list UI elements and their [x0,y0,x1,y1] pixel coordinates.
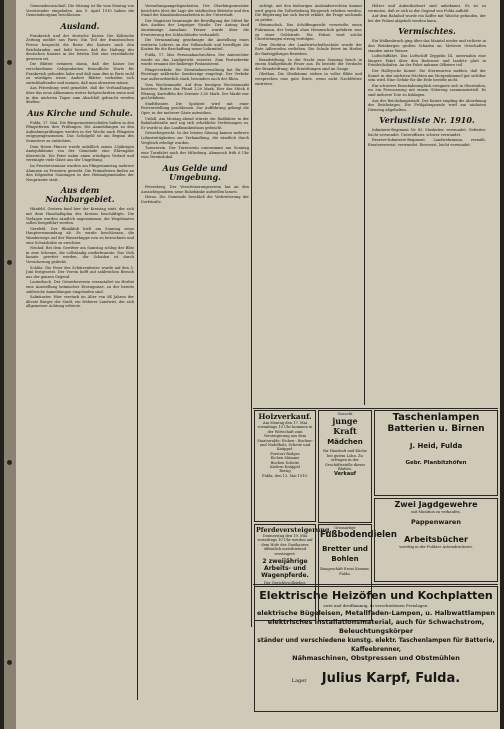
column-3 [255,4,362,409]
heading-ausland: Ausland. [60,20,100,31]
article-paragraph: Die Blätter erinnern daran, daß der Kaiser bei verschiedenen Gelegenheiten freundliche Worte für Frankreich gefunden habe und daß man dies in Paris wohl zu würdigen wisse. Andere Blätter verhalten sich zurückhaltender und meinen, daß man abwarten müsse. [26,62,134,85]
article-paragraph: Stadttheater. Die Spielzeit wird mit einer Festvorstellung geschlossen. Zur Aufführung gelangt die Oper, in der mehrere Gäste mitwirken. [141,101,249,116]
article-paragraph: Petersberg. Der Verschönerungsverein hat an den Aussichtspunkten neue Ruhebänke aufstellen lassen. [141,185,249,194]
article-paragraph: Im Priesterseminar wurden am Pfingstsamstag mehrere Alumnen zu Priestern geweiht. Die Primizfeiern finden an den folgenden Sonntagen in den Heimatgemeinden der Neupriester statt. [26,164,134,182]
heading-nachbargebiet: Aus dem Nachbargebiet. [45,185,115,205]
ad-body: Am Montag den 17. Mai vormittags 10 Uhr kommen in der Wirtschaft zum Versteigerung aus dem Staatswalde: Eichen-, Buchen- und Nadelholz, Scheite und Knüppel. [257,421,313,452]
article-paragraph: Turnverein. Der Turnverein unternimmt am Sonntag eine Turnfahrt nach der Milseburg. Abmarsch früh 6 Uhr vom Vereinslokal. [141,146,249,160]
ad-line: Reisig [279,469,291,474]
article-paragraph: Aus Petersburg wird gemeldet, daß die Verhandlungen über das neue Abkommen weiter fortgeschritten seien und in den nächsten Tagen zum Abschluß gebracht werden dürften. [26,86,134,105]
ad-line: Forstort Rodges [270,451,300,456]
article-paragraph: Gersfeld. Der Rhönklub hielt am Sonntag seine Hauptversammlung ab. Es wurde beschlossen, die Wanderwege auf der Wasserkuppe neu zu bezeichnen und eine Schutzhütte zu errichten. [26,226,134,245]
article-paragraph: Fulda, 17. Mai. Personalnachrichten. Der Amtsrichter wurde an das Landgericht versetzt. Zum Postsekretär wurde ernannt der bisherige Postassistent. [141,52,249,67]
ad-highlight: Bretter und Bohlen [322,545,368,564]
article-paragraph: Frankreich und der deutsche Kaiser. Die Kölnische Zeitung meldet aus Paris: Ein Teil der französischen Presse bespricht die Reise des Kaisers nach den Reichslanden und hebt hervor, daß die Haltung des deutschen Kaisers in der letzten Zeit eine versöhnliche gewesen sei. [26,33,134,61]
ad-rule [253,584,498,585]
article-paragraph: Obstbau. Die Obstbäume stehen in voller Blüte und versprechen eine gute Ernte, wenn nicht Nachtfröste eintreten. [255,72,362,86]
ad-pre: Grossartige [334,526,356,530]
ad-line: ständer und verschiedene kunstg. elektr. Taschenlampen für Batterie, Kaffeebrenner, [257,637,495,653]
binding-hole [7,260,12,265]
ad-title: Zwei Jagdgewehre [394,500,478,509]
article-paragraph: Dem Direktor der Landwirtschaftsschule wurde der Rote Adlerorden verliehen. Die Schule feiert im Herbst ihr fünfzigjähriges Bestehen. [255,42,362,56]
intro-text: Gemeindeausschuß. Die Sitzung ist für vom Montag von Vorsitzender eingeladen. Am 9. April 1910 haben die Gemeindeorgane beschlossen. [26,4,134,18]
article-paragraph: Die Versammlung genehmigte die Anstellung eines weiteren Lehrers an der Volksschule und bewilligte die Kosten für die Beschaffung neuer Lehrmittel. [141,38,249,52]
article-paragraph: Vom Wochenmarkt. Auf dem heutigen Wochenmarkt kosteten: Butter das Pfund 1,20 Mark, Eier das Stück 6 Pfennig, Kartoffeln der Zentner 3,50 Mark. Der Markt war gut befahren. [141,82,249,101]
article-paragraph: Salmünster. Hier verstarb im Alter von 84 Jahren der älteste Bürger der Stadt, ein früherer Landwirt, der sich allgemeiner Achtung erfreute. [26,295,134,309]
ad-body: Donnerstag den 19. Mai vormittags 10 Uhr werden auf dem Hofe des Gasthauses öffentlich meistbietend versteigert: [257,534,313,556]
article-paragraph: Reserve-Infanterie-Regiment. Landwehrmann, vermißt. Ersatzreservist, verwundet. Reservist, leicht verwundet. [368,138,486,148]
newspaper-page [4,0,500,729]
article-paragraph: Verwaltungsangelegenheiten. Der Oberbürgermeister berichtete über die Lage der städtischen Betriebe und den Stand der Kanalisationsarbeiten in der Unterstadt. [141,4,249,18]
heading-gelde-umgebung: Aus Gelde und Umgebung. [162,163,228,182]
ad-title: Holzverkauf. [258,412,312,421]
article-paragraph: Auf dem Bahnhof wurde ein Koffer mit Wäsche gefunden, der bei der Polizei abgeholt werden kann. [368,14,486,23]
article-paragraph: Brandstiftung. In der Nacht zum Sonntag brach in einem Stallgebäude Feuer aus. Es besteht der Verdacht der Brandstiftung; die Ermittlungen sind im Gange. [255,57,362,71]
article-paragraph: Hünfeld. Gestern fand hier der Kreistag statt, der sich mit dem Haushaltsplan des Kreises beschäftigte. Die Vorlagen wurden sämtlich angenommen, die Wegebauten sollen fortgeführt werden. [26,207,134,226]
ad-line: elektrische Bügeleisen, Metallfaden-Lampen, u. Halbwattlampen [257,609,495,617]
ad-tag: Lager [291,678,307,684]
article-paragraph: Der Magistrat beantragte die Bewilligung der Mittel für den Ausbau der Leipziger Straße. Der Antrag fand einstimmige Annahme. Ferner wurde über die Erweiterung des Schlachthofes verhandelt. [141,18,249,37]
ad-line: elektrisches Installationsmaterial, auch für Schwachstrom, Beleuchtungskörper [267,618,485,635]
ad-highlight: Pappenwaren [411,518,461,527]
column-1 [26,4,134,694]
binding-hole [7,460,12,465]
article-paragraph: Horas. Die Gemeinde beschloß die Verbreiterung der Dorfstraße. [141,195,249,204]
ad-footer: Julius Karpf, Fulda. [321,671,461,686]
ad-highlight: Mädchen [327,438,363,447]
heading-verlustliste: Verlustliste Nr. 1910. [379,115,475,126]
article-paragraph: Neuhof. Bei dem Gewitter am Samstag schlug der Blitz in eine Scheune, die vollständig niederbrannte. Das Vieh konnte gerettet werden, der Schaden ist durch Versicherung gedeckt. [26,246,134,264]
ad-footer: Fulda, den 13. Mai 1910. [262,473,308,478]
ad-body: für Haushalt und Küche bei gutem Lohn. Zu erfragen in der Geschäftsstelle dieses Blattes. [323,449,367,472]
ad-footer: Verkauf [334,471,356,478]
ad-line: zwei und dreiflammig, in verschiedenen Preislagen. [323,603,429,608]
article-paragraph: Lauterbach. Der Gewerbeverein veranstaltet im Herbst eine Ausstellung heimischer Erzeugnisse, zu der bereits zahlreiche Anmeldungen eingelaufen sind. [26,280,134,294]
binding-strip [4,0,16,729]
heading-kirche-schule: Aus Kirche und Schule. [27,107,133,118]
ad-rule [253,408,498,409]
ad-subtitle: Batterien u. Birnen [387,424,485,434]
binding-hole [7,60,12,65]
article-paragraph: Unfall. Am Montag abend stürzte ein Radfahrer in der Bahnhofstraße und zog sich erhebliche Verletzungen zu. Er wurde in das Landkrankenhaus gebracht. [141,116,249,130]
heading-vermischtes: Vermischtes. [398,26,456,37]
article-paragraph: Ein Wolkenbruch ging über das Maintal nieder und richtete in den Weinbergen großen Schaden an. Mehrere Ortschaften standen unter Wasser. [368,39,486,53]
article-paragraph: Fulda, 17. Mai. Die Bürgermeisterschulen halten in den Pfingstferien ihre Prüfungen. Die Anmeldungen zu den Aufnahmeprüfungen werden in der Woche nach Pfingsten entgegengenommen. Das Schulgeld ist am Beginn des Semesters zu entrichten. [26,120,134,144]
ad-taschenlampen [374,410,498,496]
article-paragraph: Pfingstverkehr. Die Eisenbahnverwaltung hat für die Feiertage zahlreiche Sonderzüge eingelegt. Der Verkehr war außerordentlich stark, besonders nach der Rhön. [141,67,249,81]
article-paragraph: Gewerbegericht. In der letzten Sitzung kamen mehrere Lohnstreitigkeiten zur Verhandlung, die sämtlich durch Vergleich erledigt wurden. [141,131,249,145]
article-paragraph: Aus der Reichshauptstadt. Der Kaiser empfing die Abordnung des Reichstages. Die Frühjahrsparade wird am nächsten Dienstag abgehalten. [368,98,486,112]
ad-title: junge Kraft [332,416,358,437]
column-rule [364,0,365,405]
ad-holzverkauf [254,410,316,522]
column-2 [141,4,249,631]
article-paragraph: Schlitz. Die Feier des Schützenfestes wurde auf den 5. Juni festgesetzt. Der Verein hofft auf zahlreichen Besuch aus der ganzen Gegend. [26,265,134,279]
ad-title: Fußbodendielen [320,530,397,541]
ad-junge-kraft [318,410,372,523]
ad-footer: Arbeitsbücher [404,535,468,545]
column-rule [251,0,252,627]
ad-jagdgewehre [374,498,498,582]
ad-body: mit Munition zu verkaufen. [411,510,461,514]
ad-highlight: 2 zweijährige Arbeits- und Wagenpferde. [261,558,309,580]
ad-pre: Gesucht [337,412,353,416]
ad-title: Elektrische Heizöfen und Kochplatten [259,589,493,602]
ad-title: Pferdeversteigerung. [256,526,332,534]
article-paragraph: Ein schweres Eisenbahnunglück ereignete sich in Oberitalien, wo ein Personenzug mit einem Güterzug zusammenstieß. Es sind mehrere Tote zu beklagen. [368,83,486,97]
article-paragraph: Der Halleysche Komet. Die Sternwarten melden, daß der Komet in den nächsten Nächten am Morgenhimmel gut sichtbar sein wird. Eine Gefahr für die Erde besteht nicht. [368,68,486,83]
ad-footer: Baugeschäft Ernst Kramer, Fulda. [320,567,370,576]
article-paragraph: Dem Herrn Pfarrer wurde anläßlich seines 25jährigen Amtsjubiläums von der Gemeinde eine Ehrengabe überreicht. Die Feier nahm einen würdigen Verlauf und vereinigte viele Gäste aus der Umgebung. [26,144,134,163]
ad-elektrische-heizoefen [254,586,498,712]
ad-line: Buchen Scheite [270,460,300,465]
ad-footer-note: vorrätig in der Fuldaer Actiendruckerei. [399,545,473,550]
article-paragraph: Infanterie-Regiment Nr. 83. Musketier, verwundet. Gefreiter, leicht verwundet. Unteroffizier, schwer verwundet. [368,128,486,137]
ad-line: Nähmaschinen, Obstpressen und Obstmühlen [292,654,460,662]
ad-line: Eichen Stämme [270,456,300,461]
column-rule [137,0,138,700]
binding-hole [7,660,12,665]
ad-footer: Gebr. Planbitzhöfen [405,460,467,466]
column-4 [368,4,486,409]
article-paragraph: Hemmschuh. Das Schöffengericht verurteilte einen Fuhrmann, der bergab ohne Hemmschuh gefahren war, zu einer Geldstrafe. Die Polizei wird solche Übertretungen streng verfolgen. [255,23,362,42]
article-paragraph: sichtigt, mit den bisherigen Auslanderrechten kommt wird gegen die Zollerhebung Einspruch erhoben werden. Die Regierung hat sich bereit erklärt, die Frage nochmals zu prüfen. [255,4,362,22]
article-paragraph: Luftschiffahrt. Das Luftschiff Zeppelin III. unternahm eine längere Fahrt über den Bodensee und landete glatt in Friedrichshafen. An der Fahrt nahmen Offiziere teil. [368,54,486,68]
article-paragraph: Hölzer und Aufenthaltsort sind unbekannt. Es ist zu vermuten, daß er sich in der Gegend von Fulda aufhält. [368,4,486,13]
ad-title: Taschenlampen [392,412,480,423]
ad-body: J. Heid, Fulda [409,442,463,450]
ad-line: Kiefern Knüppel [270,465,300,470]
